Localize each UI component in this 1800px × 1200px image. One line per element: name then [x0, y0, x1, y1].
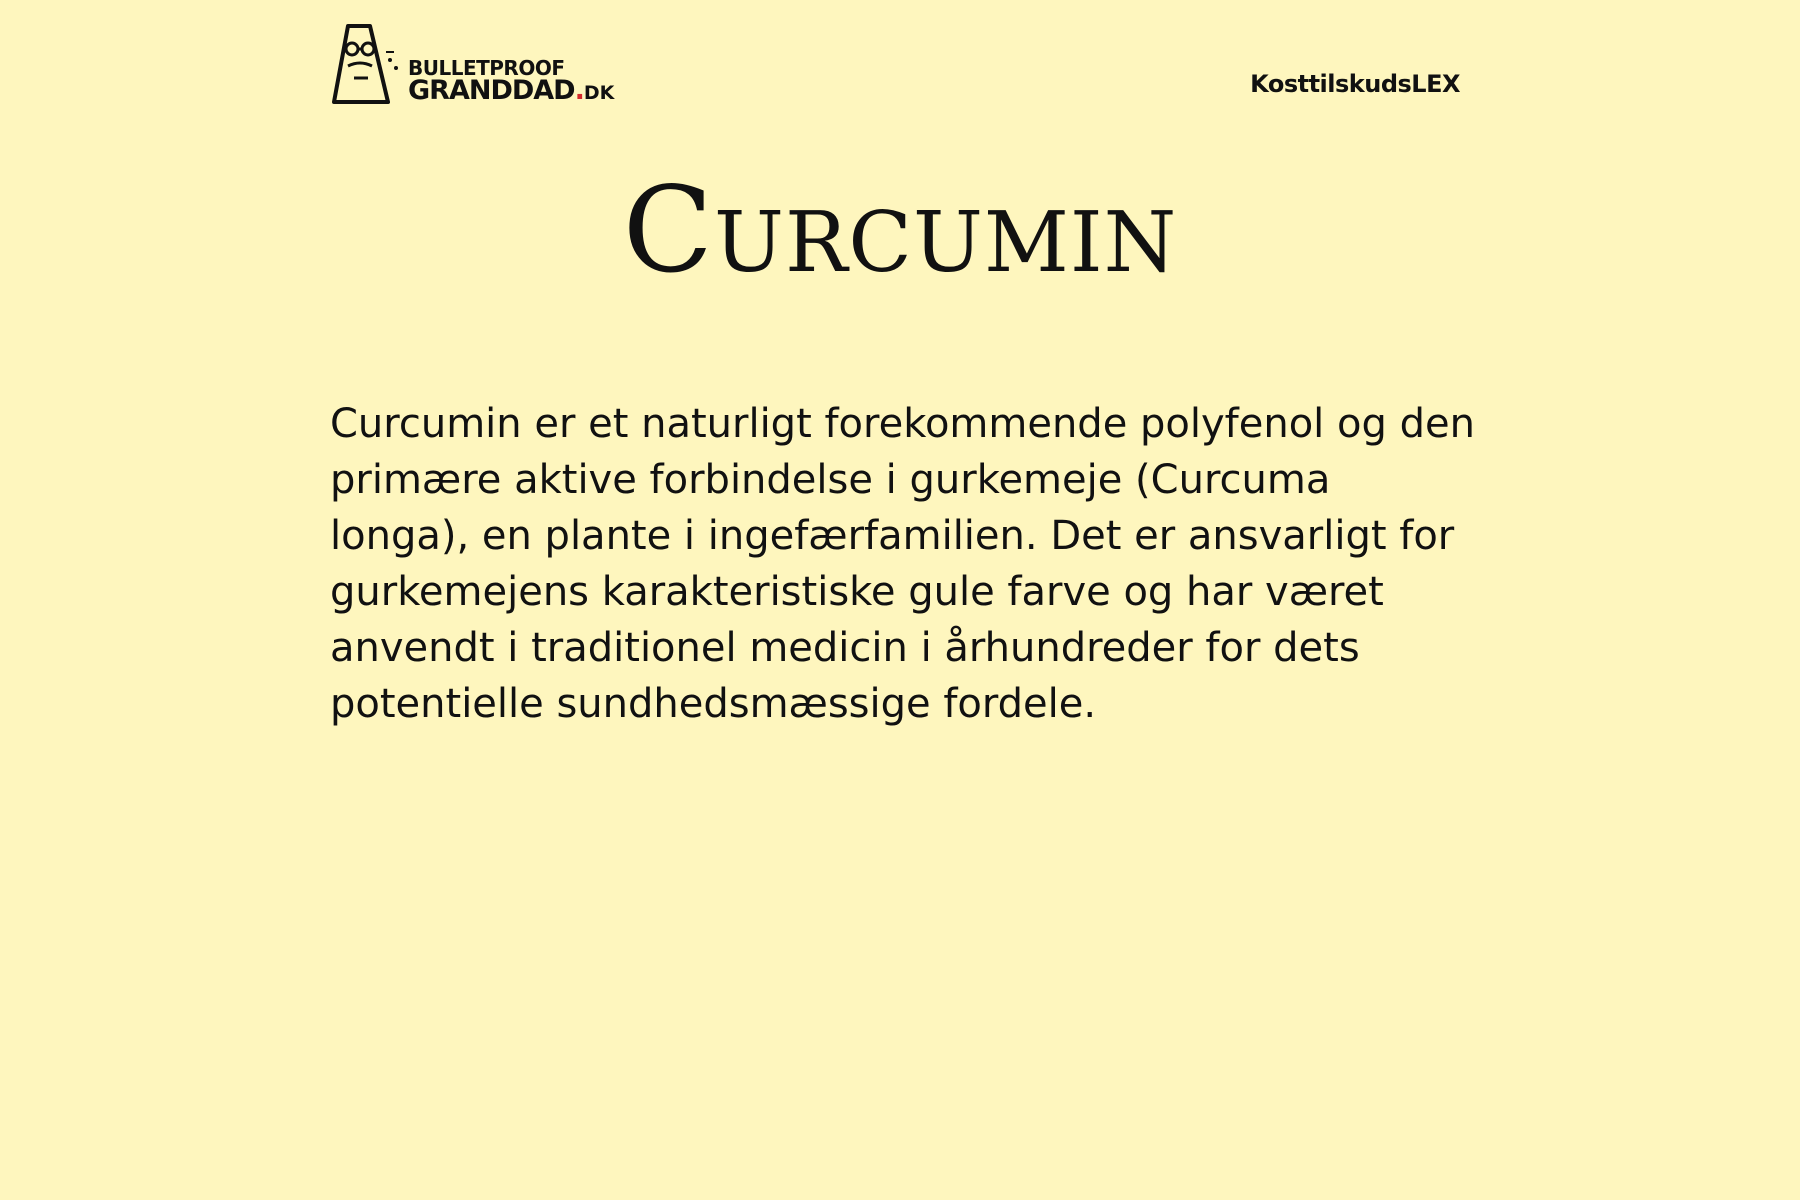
logo-text-line2 — [408, 75, 614, 106]
granddad-logo-icon — [330, 22, 402, 106]
nav-link-kosttilskudslex[interactable]: KosttilskudsLEX — [1250, 70, 1460, 98]
logo-dot: . — [574, 75, 584, 106]
site-logo-link[interactable] — [330, 22, 630, 107]
description-text: Curcumin er et naturligt forekommende polyfenol og den primære aktive forbindelse i gurkemeje (Curcuma longa), en plante i ingefærfamilien. Det er ansvarligt for gurkemejens karakteristiske gule farve og har været anvendt i traditionel medicin i århundreder for dets potentielle sundhedsmæssige fordele. — [330, 401, 1475, 727]
logo-text-tld: DK — [583, 82, 615, 104]
page-title: Curcumin — [622, 161, 1178, 299]
logo-text-granddad: GRANDDAD — [408, 75, 575, 106]
site-header — [330, 22, 1460, 107]
logo-text-line1: BULLETPROOF — [408, 56, 565, 80]
